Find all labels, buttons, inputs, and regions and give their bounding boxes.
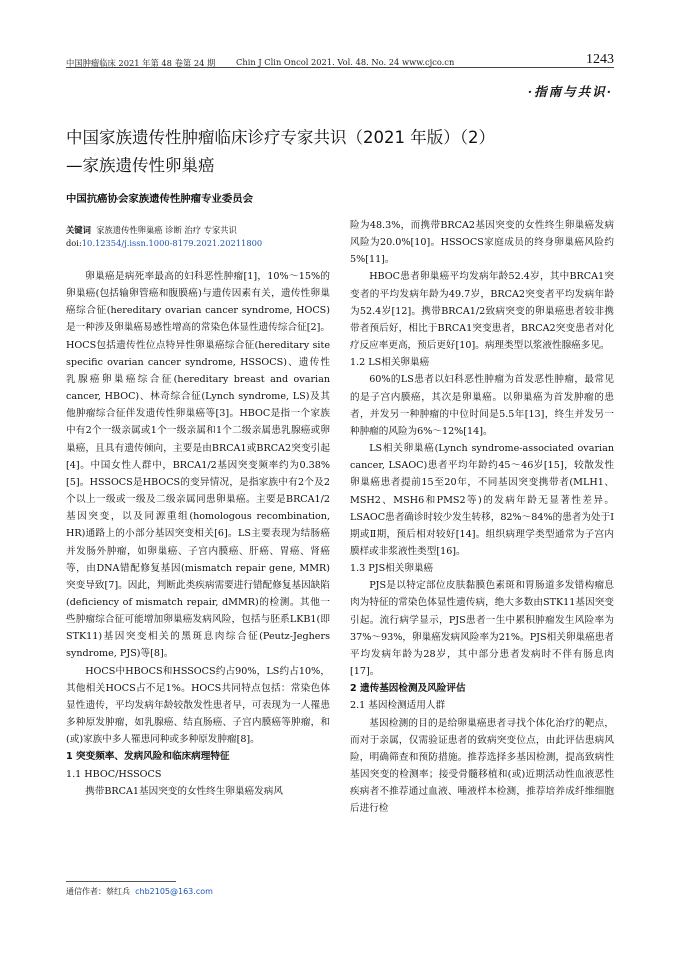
body-column-right (350, 217, 614, 817)
body-column-left (66, 268, 330, 800)
paragraph: HOCS中HBOCS和HSSOCS约占90%，LS约占10%，其他相关HOCS占不足1%。HOCS共同特点包括：常染色体显性遗传，平均发病年龄较散发性患者早，可表现为一人罹患多种原发肿瘤，如乳腺癌、结直肠癌、子宫内膜癌等肿瘤，和(或)家族中多人罹患同种或多种原发肿瘤[8]。 (66, 665, 330, 746)
paragraph: 卵巢癌是病死率最高的妇科恶性肿瘤[1]，10%～15%的卵巢癌(包括输卵管癌和腹膜癌)与遗传因素有关，遗传性卵巢癌综合征(hereditary ovarian cancer syndrome, HOCS)是一种涉及卵巢癌易感性增高的常染色体显性遗传综合征[2]。HOCS包括遗传性位点特异性卵巢癌综合征(hereditary site specific ovarian cancer syndrome, HSSOCS)、遗传性乳腺癌卵巢癌综合征(hereditary breast and ovarian cancer, HBOC)、林奇综合征(Lynch syndrome, LS)及其他肿瘤综合征伴发遗传性卵巢癌等[3]。HBOC是指一个家族中有2个一级亲属或1个一级亲属和1个二级亲属患乳腺癌或卵巢癌，且具有遗传倾向，主要是由BRCA1或BRCA2突变引起[4]。中国女性人群中，BRCA1/2基因突变频率约为0.38%[5]。HSSOCS是HBOCS的变异情况，是指家族中有2个及2个以上一级或一级及二级亲属同患卵巢癌。主要是BRCA1/2基因突变，以及同源重组(homologous recombination, HR)通路上的小部分基因突变相关[6]。LS主要表现为结肠癌并发肠外肿瘤，如卵巢癌、子宫内膜癌、肝癌、胃癌、肾癌等，由DNA错配修复基因(mismatch repair gene, MMR)突变导致[7]。因此，判断此类疾病需要进行错配修复基因缺陷(deficiency of mismatch repair, dMMR)的检测。其他一些肿瘤综合征可能增加卵巢癌发病风险，包括与胚系LKB1(即STK11)基因突变相关的黑斑息肉综合征(Peutz-Jeghers syndrome, PJS)等[8]。 (66, 271, 330, 660)
footnote-rule (66, 881, 176, 882)
journal-website: www.cjco.cn (402, 57, 455, 67)
paragraph: 险为48.3%，而携带BRCA2基因突变的女性终生卵巢癌发病风险为20.0%[10]。HSSOCS家庭成员的终身卵巢癌风险约5%[11]。 (350, 220, 614, 266)
subsection-heading: 1.1 HBOC/HSSOCS (66, 768, 162, 780)
keywords-label: 关键词 (66, 225, 91, 235)
journal-header-cn: 中国肿瘤临床 2021 年第 48 卷第 24 期 (66, 58, 216, 68)
paragraph: 携带BRCA1基因突变的女性终生卵巢癌发病风 (85, 785, 283, 797)
doi-link[interactable]: 10.12354/j.issn.1000-8179.2021.20211800 (81, 238, 263, 248)
subsection-heading: 1.2 LS相关卵巢癌 (350, 357, 430, 369)
corresponding-author (66, 886, 213, 897)
paper-subtitle: —家族遗传性卵巢癌 (66, 156, 215, 175)
subsection-heading: 1.3 PJS相关卵巢癌 (350, 563, 434, 575)
journal-header-en: Chin J Clin Oncol 2021. Vol. 48. No. 24 (236, 57, 400, 67)
section-heading: 2 遗传基因检测及风险评估 (350, 683, 466, 695)
header-rule (66, 67, 614, 68)
paragraph: 60%的LS患者以妇科恶性肿瘤为首发恶性肿瘤，最常见的是子宫内膜癌，其次是卵巢癌。以卵巢癌为首发肿瘤的患者，并发另一种肿瘤的中位时间是5.5年[13]，终生并发另一种肿瘤的风险为6%～12%[14]。 (350, 374, 614, 437)
paragraph: PJS是以特定部位皮肤黏膜色素斑和胃肠道多发错构瘤息肉为特征的常染色体显性遗传病，绝大多数由STK11基因突变引起。流行病学显示，PJS患者一生中累积肿瘤发生风险率为37%～93%，卵巢癌发病风险率为21%。PJS相关卵巢癌患者平均发病年龄为28岁，其中部分患者发病时不伴有肠息肉[17]。 (350, 580, 614, 678)
author-email[interactable]: chb2105@163.com (135, 887, 213, 896)
doi-label: doi: (66, 238, 82, 248)
paper-title: 中国家族遗传性肿瘤临床诊疗专家共识（2021 年版）（2） (66, 128, 495, 147)
footnote-label: 通信作者：蔡红兵 (66, 887, 130, 896)
authors: 中国抗癌协会家族遗传性肿瘤专业委员会 (66, 193, 254, 205)
paragraph: 基因检测的目的是给卵巢癌患者寻找个体化治疗的靶点，而对于亲属，仅需验证患者的致病突变位点，由此评估患病风险，明确筛查和预防措施。推荐选择多基因检测，提高致病性基因突变的检测率；接受骨髓移植和(或)近期活动性血液恶性疾病者不推荐通过血液、唾液样本检测，推荐培养成纤维细胞后进行检 (350, 717, 614, 815)
section-tag: ·指南与共识· (527, 84, 613, 99)
keywords-text: 家族遗传性卵巢癌 诊断 治疗 专家共识 (96, 225, 237, 235)
section-heading: 1 突变频率、发病风险和临床病理特征 (66, 751, 230, 763)
paragraph: HBOC患者卵巢癌平均发病年龄52.4岁，其中BRCA1突变者的平均发病年龄为49.7岁，BRCA2突变者平均发病年龄为52.4岁[12]。携带BRCA1/2致病突变的卵巢癌患者较非携带者预后好，相比于BRCA1突变患者，BRCA2突变患者对化疗反应率更高，预后更好[10]。病理类型以浆液性腺癌多见。 (350, 271, 614, 352)
keywords (66, 224, 237, 236)
page-number: 1243 (586, 52, 614, 67)
subsection-heading: 2.1 基因检测适用人群 (350, 700, 446, 712)
doi-line (66, 238, 262, 248)
paragraph: LS相关卵巢癌(Lynch syndrome-associated ovarian cancer, LSAOC)患者平均年龄约45～46岁[15]，较散发性卵巢癌患者提前15至20年，不同基因突变携带者(MLH1、MSH2、MSH6和PMS2等)的发病年龄无显著性差异。LSAOC患者确诊时较少发生转移，82%～84%的患者为处于Ⅰ期或Ⅱ期，预后相对较好[14]。组织病理学类型通常为子宫内膜样或非浆液性类型[16]。 (350, 443, 614, 557)
